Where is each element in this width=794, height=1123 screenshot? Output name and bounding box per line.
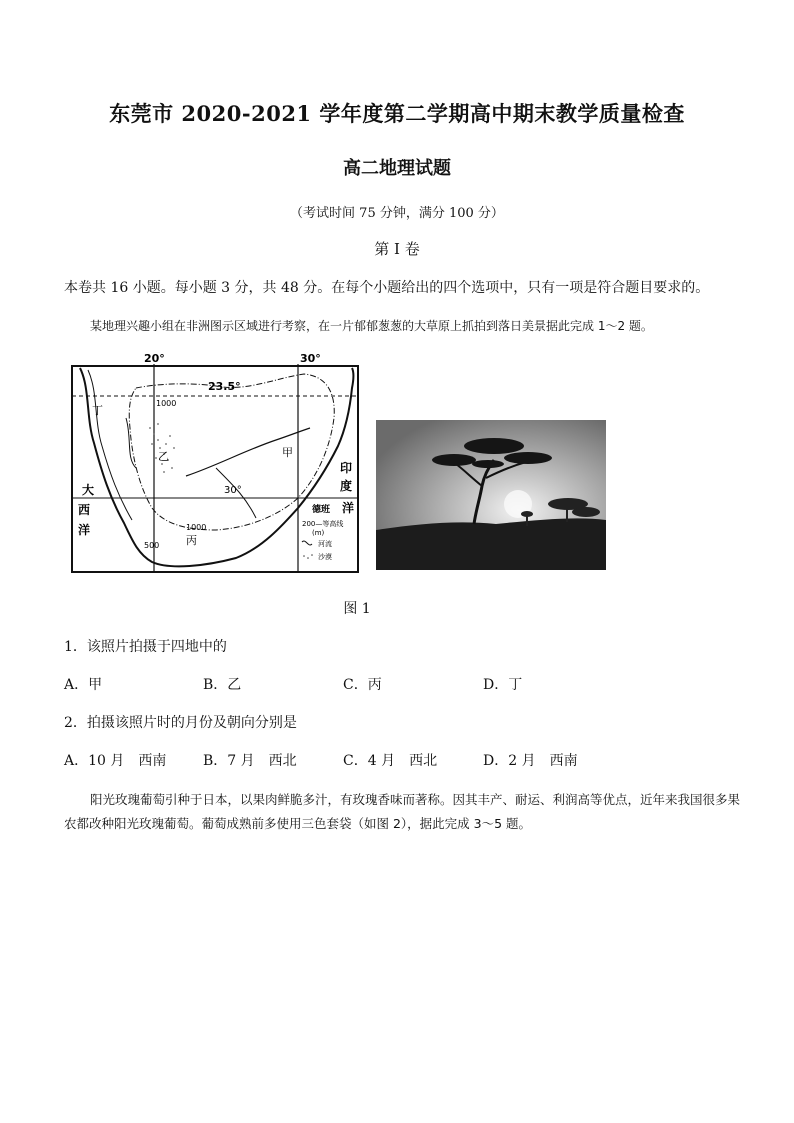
q1-option-b: B．乙 <box>203 677 242 693</box>
place-bing: 丙 <box>186 534 197 547</box>
q1-option-c: C．丙 <box>343 677 382 693</box>
place-yi: 乙 <box>158 450 169 463</box>
contour-1000-b: 1000 <box>186 523 207 532</box>
savanna-sunset-photo <box>376 420 606 570</box>
exam-title: 东莞市 2020-2021 学年度第二学期高中期末教学质量检查 <box>109 101 685 126</box>
city-durban: 德班 <box>312 505 331 515</box>
section-heading: 第 I 卷 <box>374 240 420 258</box>
legend-river: 河流 <box>318 540 332 548</box>
legend-unit: (m) <box>312 529 325 537</box>
atlantic-char-2: 西 <box>78 503 91 517</box>
indian-char-3: 洋 <box>342 501 355 515</box>
legend-contour: 200—等高线 <box>302 520 344 528</box>
q2-option-a: A．10 月 西南 <box>64 753 167 769</box>
instructions: 本卷共 16 小题。每小题 3 分，共 48 分。在每个小题给出的四个选项中，只有一项是符合题目要求的。 <box>64 280 710 296</box>
place-jia: 甲 <box>282 446 293 459</box>
q1-option-d: D．丁 <box>483 677 523 693</box>
atlantic-char-1: 大 <box>82 483 95 497</box>
q2-option-b: B．7 月 西北 <box>203 753 297 769</box>
lon-30-label: 30° <box>300 352 321 365</box>
africa-map-figure <box>66 348 364 580</box>
passage-1: 某地理兴趣小组在非洲图示区域进行考察，在一片郁郁葱葱的大草原上抓拍到落日美景据此完成 1～2 题。 <box>90 319 653 333</box>
question-1-stem: 1．该照片拍摄于四地中的 <box>64 639 227 655</box>
indian-char-1: 印 <box>340 461 353 475</box>
exam-note: （考试时间 75 分钟，满分 100 分） <box>290 206 504 221</box>
place-ding: 丁 <box>92 404 103 417</box>
question-2-stem: 2．拍摄该照片时的月份及朝向分别是 <box>64 715 297 731</box>
q2-option-c: C．4 月 西北 <box>343 753 438 769</box>
contour-500: 500 <box>144 541 160 550</box>
indian-char-2: 度 <box>340 479 353 493</box>
q2-option-d: D．2 月 西南 <box>483 753 578 769</box>
atlantic-char-3: 洋 <box>78 523 91 537</box>
legend-desert: 沙漠 <box>318 553 332 561</box>
figure-1-caption: 图 1 <box>343 601 371 617</box>
q1-option-a: A．甲 <box>64 677 103 693</box>
passage-2: 阳光玫瑰葡萄引种于日本，以果肉鲜脆多汁，有玫瑰香味而著称。因其丰产、耐运、利润高等优点，近年来我国很多果农都改种阳光玫瑰葡萄。葡萄成熟前多使用三色套袋（如图 2），据此完成 3～5 题。 <box>64 792 741 831</box>
exam-subtitle: 高二地理试题 <box>343 158 451 179</box>
tropic-label: 23.5° <box>208 380 241 393</box>
contour-1000-a: 1000 <box>156 399 177 408</box>
lon-20-label: 20° <box>144 352 165 365</box>
lat-30-label: 30° <box>224 485 242 496</box>
